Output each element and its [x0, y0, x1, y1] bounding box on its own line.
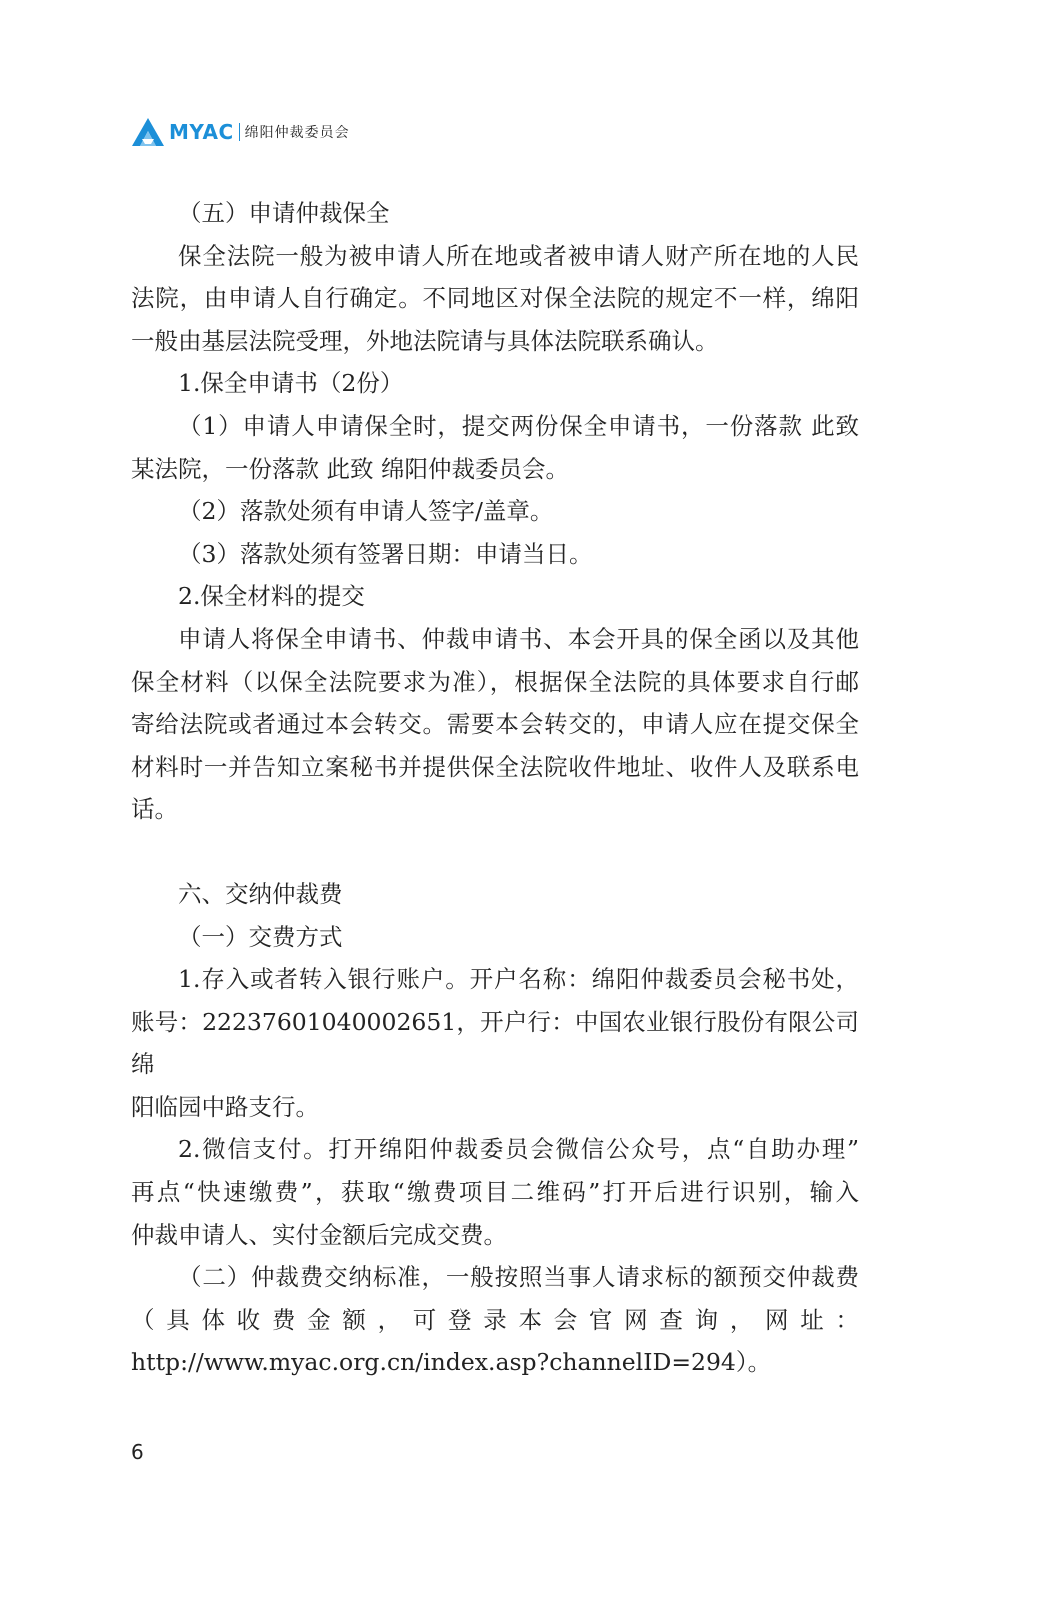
section-5-paragraph-line: 法院，由申请人自行确定。不同地区对保全法院的规定不一样，绵阳 [131, 284, 859, 313]
section-6-item-1-line: 阳临园中路支行。 [131, 1092, 319, 1121]
logo-text: MYAC [169, 120, 234, 144]
organization-name: 绵阳仲裁委员会 [244, 125, 350, 141]
section-5-paragraph-line: 保全法院一般为被申请人所在地或者被申请人财产所在地的人民 [178, 241, 859, 270]
document-body [131, 192, 859, 1384]
section-6-title: 六、交纳仲裁费 [178, 879, 343, 908]
section-5-title: （五）申请仲裁保全 [178, 199, 390, 227]
item-2-paragraph-line: 材料时一并告知立案秘书并提供保全法院收件地址、收件人及联系电 [131, 752, 859, 781]
page-number: 6 [131, 1440, 144, 1464]
item-1-title: 1.保全申请书（2份） [178, 369, 404, 398]
section-6-item-2-line: 仲裁申请人、实付金额后完成交费。 [131, 1220, 507, 1249]
section-6-item-2-line: 再点“快速缴费”，获取“缴费项目二维码”打开后进行识别，输入 [131, 1178, 859, 1207]
item-1-a-line: （1）申请人申请保全时，提交两份保全申请书，一份落款 此致 [178, 411, 859, 440]
section-6-website-url: http://www.myac.org.cn/index.asp?channelID=294）。 [131, 1348, 772, 1377]
logo-divider [239, 123, 240, 141]
item-1-c: （3）落款处须有签署日期：申请当日。 [178, 539, 593, 568]
page-header [131, 112, 350, 152]
section-6-item-1-line: 账号：22237601040002651，开户行：中国农业银行股份有限公司绵 [131, 1007, 859, 1079]
item-2-paragraph-line: 保全材料（以保全法院要求为准），根据保全法院的具体要求自行邮 [131, 667, 859, 696]
section-6-item-1-line: 1.存入或者转入银行账户。开户名称：绵阳仲裁委员会秘书处， [178, 965, 859, 994]
section-6-subtitle-2-line: （二）仲裁费交纳标准，一般按照当事人请求标的额预交仲裁费 [178, 1263, 859, 1292]
section-6-subtitle-2-line: （具体收费金额，可登录本会官网查询，网址： [131, 1305, 859, 1334]
myac-logo-icon [131, 117, 165, 147]
section-5-paragraph-line: 一般由基层法院受理，外地法院请与具体法院联系确认。 [131, 326, 719, 355]
item-2-paragraph-line: 申请人将保全申请书、仲裁申请书、本会开具的保全函以及其他 [178, 624, 859, 653]
item-1-a-line: 某法院，一份落款 此致 绵阳仲裁委员会。 [131, 454, 569, 483]
section-gap [131, 831, 859, 873]
item-2-paragraph-line: 寄给法院或者通过本会转交。需要本会转交的，申请人应在提交保全 [131, 710, 859, 739]
item-1-b: （2）落款处须有申请人签字/盖章。 [178, 497, 554, 526]
section-6-subtitle-1: （一）交费方式 [178, 922, 343, 951]
item-2-title: 2.保全材料的提交 [178, 582, 365, 611]
section-6-item-2-line: 2.微信支付。打开绵阳仲裁委员会微信公众号，点“自助办理” [178, 1135, 859, 1164]
item-2-paragraph-line: 话。 [131, 795, 178, 824]
